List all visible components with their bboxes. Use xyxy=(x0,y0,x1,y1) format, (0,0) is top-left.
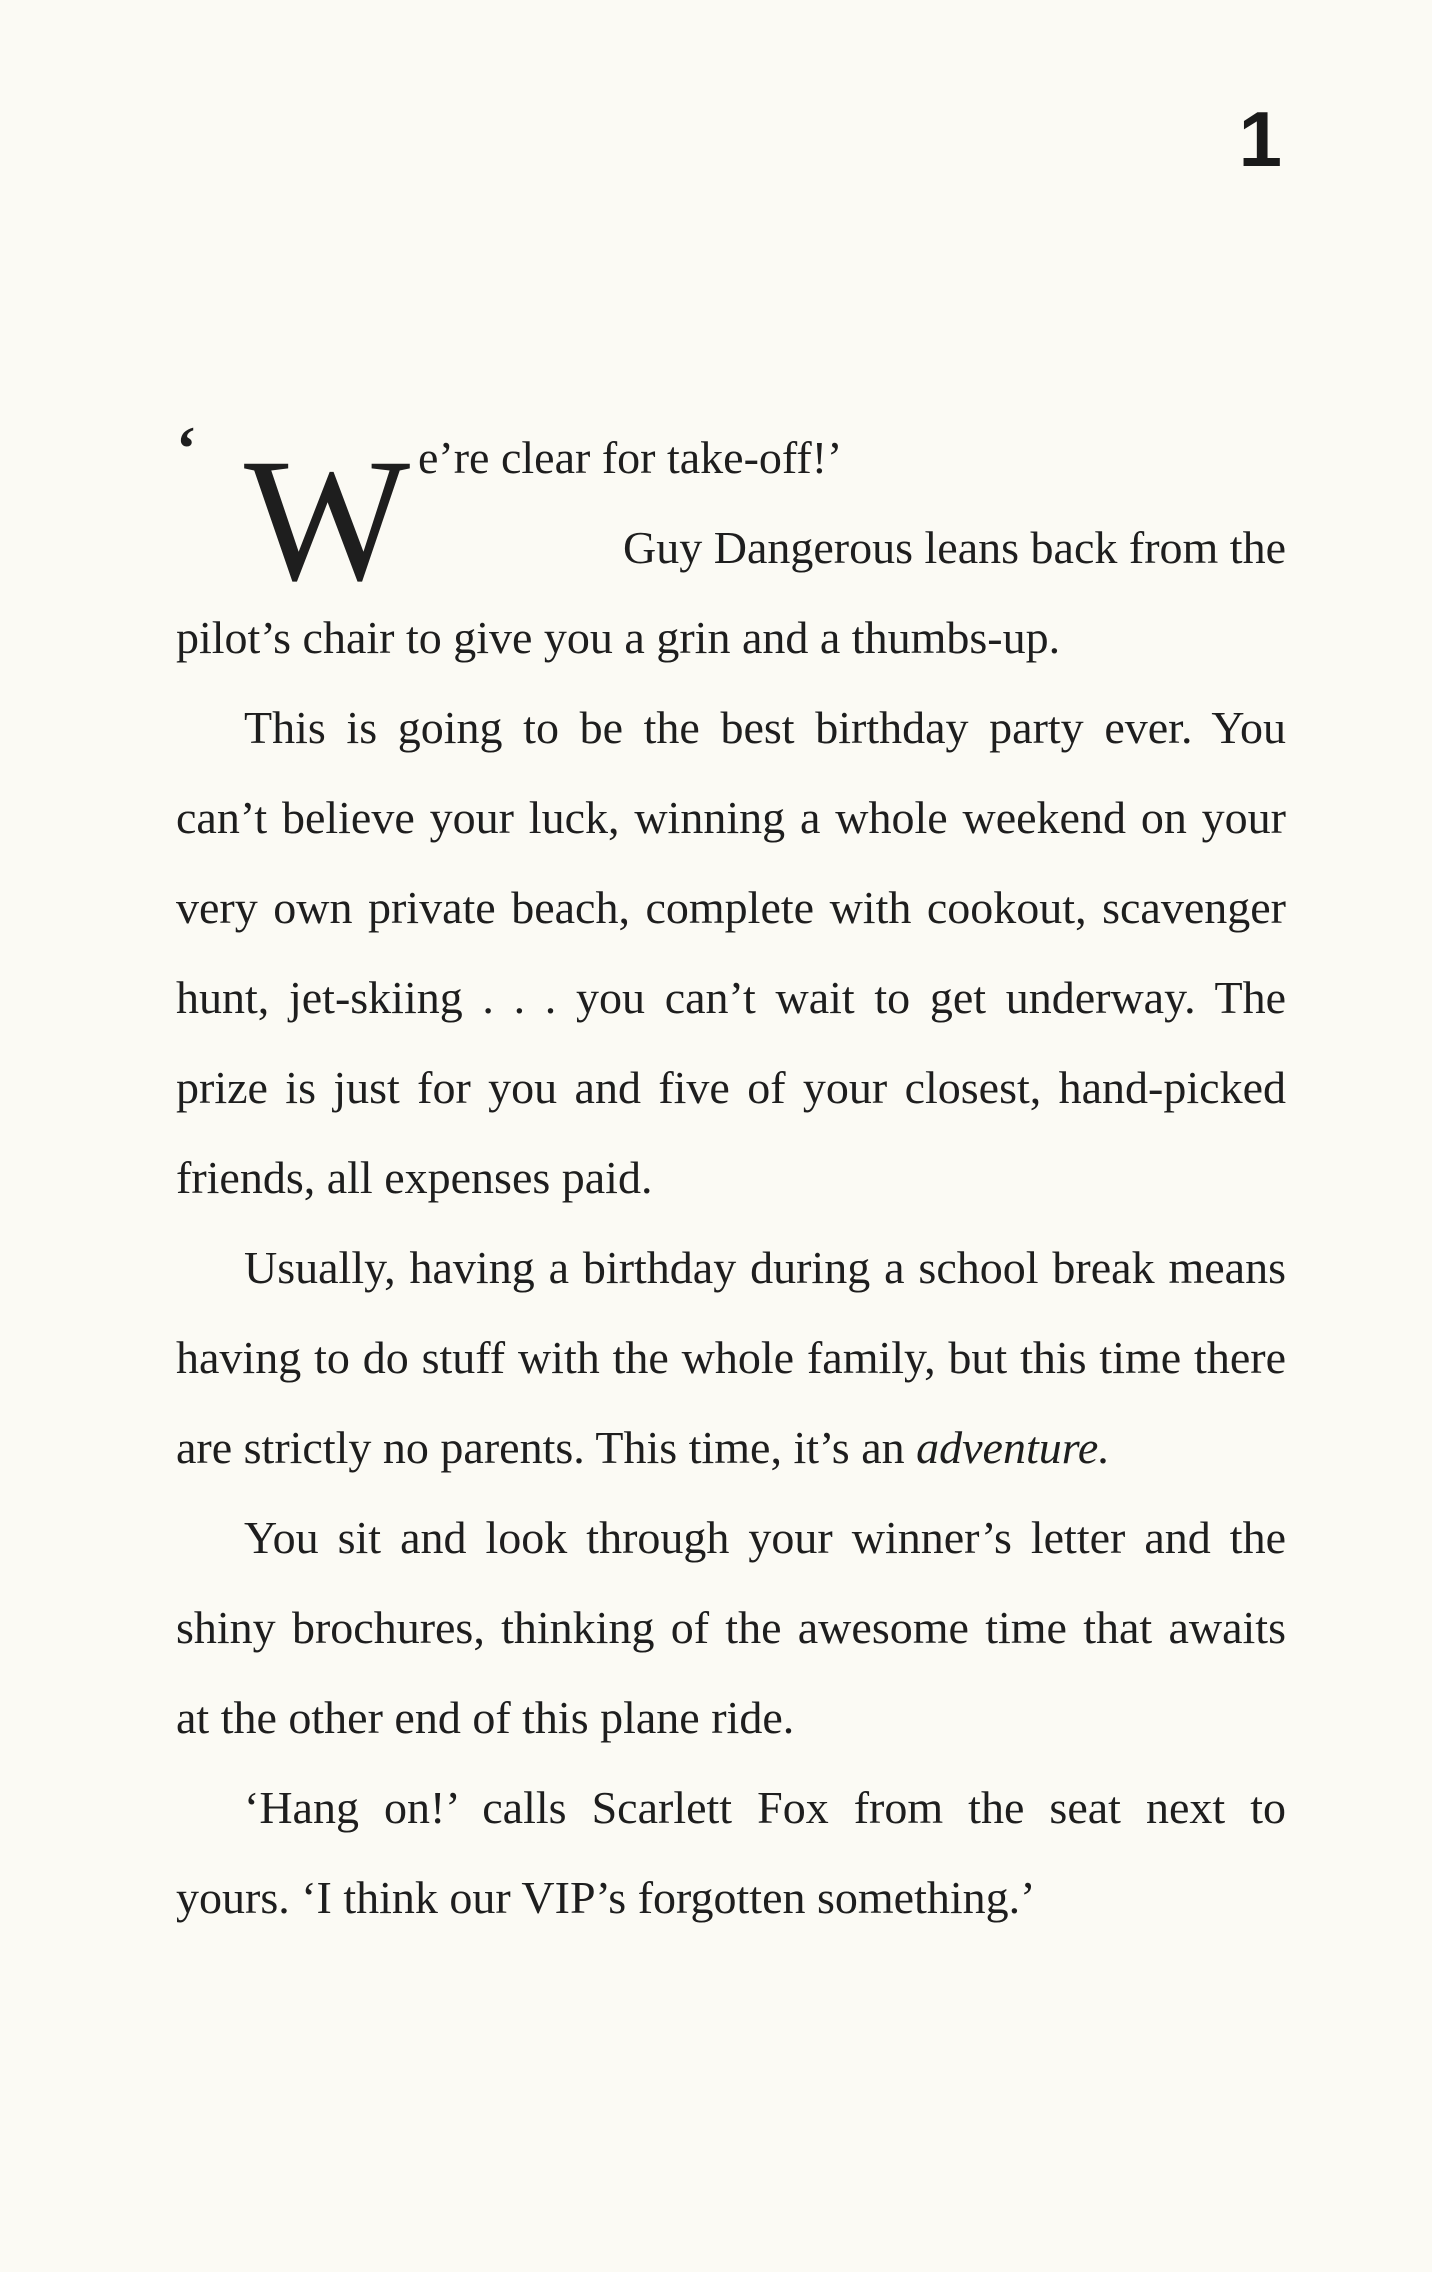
opening-quote-mark: ‘ xyxy=(176,415,197,483)
paragraph xyxy=(176,1223,1286,1493)
drop-cap: W xyxy=(244,423,411,618)
paragraph-text: Usually, having a birthday during a school break means having to do stuff with the whole family, but this time there are strictly no parents. This time, it’s an xyxy=(176,1242,1286,1473)
opening-line-2: Guy Dangerous leans back from the xyxy=(623,522,1286,573)
italic-word: adventure. xyxy=(916,1422,1110,1473)
opening-lines xyxy=(176,413,1286,683)
opening-line-3: pilot’s chair to give you a grin and a thumbs-up. xyxy=(176,612,1061,663)
paragraph: You sit and look through your winner’s letter and the shiny brochures, thinking of the awesome time that awaits at the other end of this plane ride. xyxy=(176,1512,1286,1743)
paragraph: This is going to be the best birthday party ever. You can’t believe your luck, winning a whole weekend on your very own private beach, complete with cookout, scavenger hunt, jet-skiing . . . you can’t wait to get underway. The prize is just for you and five of your closest, hand-picked friends, all expenses paid. xyxy=(176,702,1286,1203)
body-text xyxy=(176,683,1286,1943)
chapter-number: 1 xyxy=(1238,95,1282,183)
opening-line-1: e’re clear for take-off!’ xyxy=(418,432,843,483)
paragraph: ‘Hang on!’ calls Scarlett Fox from the seat next to yours. ‘I think our VIP’s forgotten something.’ xyxy=(176,1782,1286,1923)
